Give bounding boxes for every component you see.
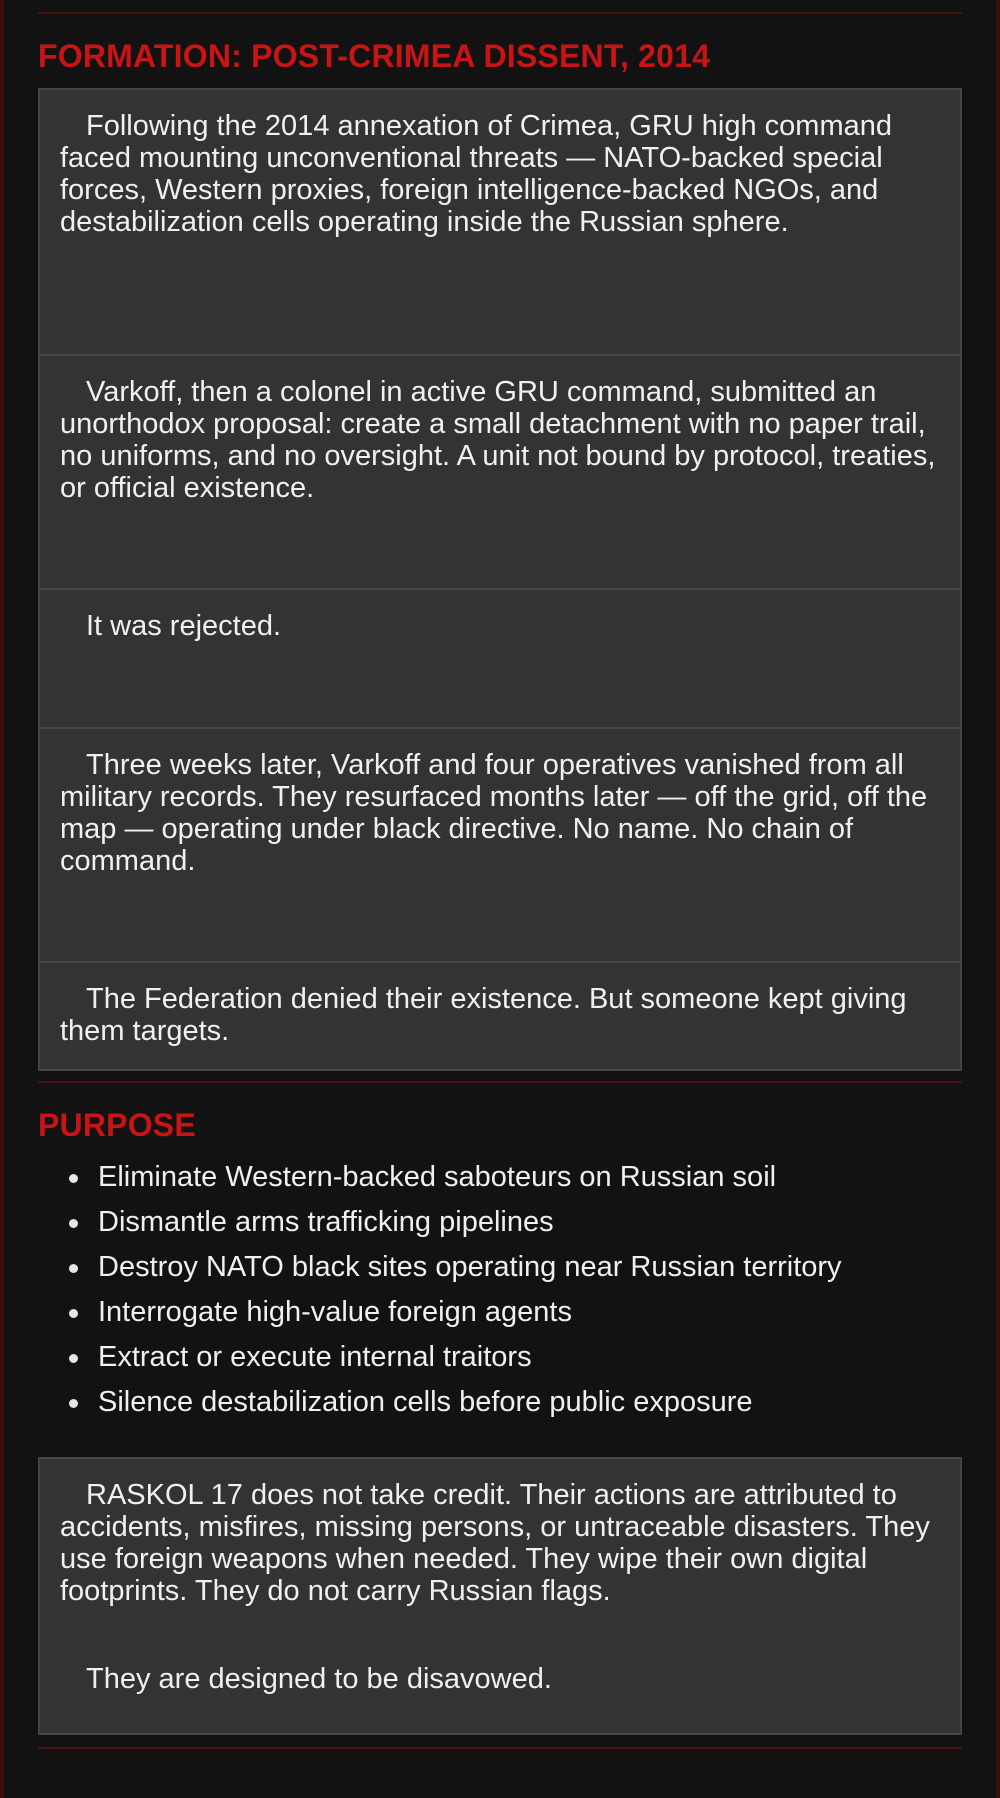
formation-heading: FORMATION: POST-CRIMEA DISSENT, 2014: [38, 38, 711, 74]
purpose-item: [38, 1290, 962, 1335]
purpose-item-text: Extract or execute internal traitors: [98, 1341, 532, 1373]
bullet-icon: [69, 1399, 78, 1408]
section-divider: [38, 1081, 962, 1083]
purpose-item-text: Interrogate high-value foreign agents: [98, 1296, 572, 1328]
doctrine-card: [38, 1457, 962, 1735]
purpose-heading: PURPOSE: [38, 1107, 196, 1143]
purpose-item: [38, 1380, 962, 1425]
doctrine-paragraph: They are designed to be disavowed.: [86, 1663, 552, 1695]
formation-paragraph: The Federation denied their existence. But someone kept giving them targets.: [60, 983, 907, 1047]
bottom-divider: [38, 1747, 962, 1749]
top-divider: [38, 12, 962, 14]
purpose-item-text: Dismantle arms trafficking pipelines: [98, 1206, 554, 1238]
formation-paragraph: Following the 2014 annexation of Crimea, GRU high command faced mounting unconventional threats — NATO-backed special forces, Western proxies, foreign intelligence-backed NGOs, and destabilization cells operating inside the Russian sphere.: [40, 90, 960, 356]
bullet-icon: [69, 1174, 78, 1183]
purpose-item: [38, 1335, 962, 1380]
purpose-list: [38, 1155, 962, 1425]
purpose-item-text: Silence destabilization cells before public exposure: [98, 1386, 753, 1418]
purpose-item: [38, 1245, 962, 1290]
purpose-item: [38, 1155, 962, 1200]
bullet-icon: [69, 1309, 78, 1318]
purpose-item-text: Eliminate Western-backed saboteurs on Russian soil: [98, 1161, 777, 1193]
formation-paragraph: Three weeks later, Varkoff and four operatives vanished from all military records. They resurfaced months later — off the grid, off the map — operating under black directive. No name. No chain of command.: [40, 729, 960, 963]
doctrine-paragraph: RASKOL 17 does not take credit. Their actions are attributed to accidents, misfires, missing persons, or untraceable disasters. They use foreign weapons when needed. They wipe their own digital footprints. They do not carry Russian flags.: [60, 1479, 930, 1607]
formation-paragraph: It was rejected.: [40, 590, 960, 729]
bullet-icon: [69, 1264, 78, 1273]
purpose-item: [38, 1200, 962, 1245]
formation-card: [38, 88, 962, 1071]
purpose-item-text: Destroy NATO black sites operating near Russian territory: [98, 1251, 842, 1283]
formation-paragraph: Varkoff, then a colonel in active GRU command, submitted an unorthodox proposal: create a small detachment with no paper trail, no uniforms, and no oversight. A unit not bound by protocol, treaties, or official existence.: [40, 356, 960, 590]
lore-content: [38, 0, 962, 1749]
bullet-icon: [69, 1354, 78, 1363]
bullet-icon: [69, 1219, 78, 1228]
